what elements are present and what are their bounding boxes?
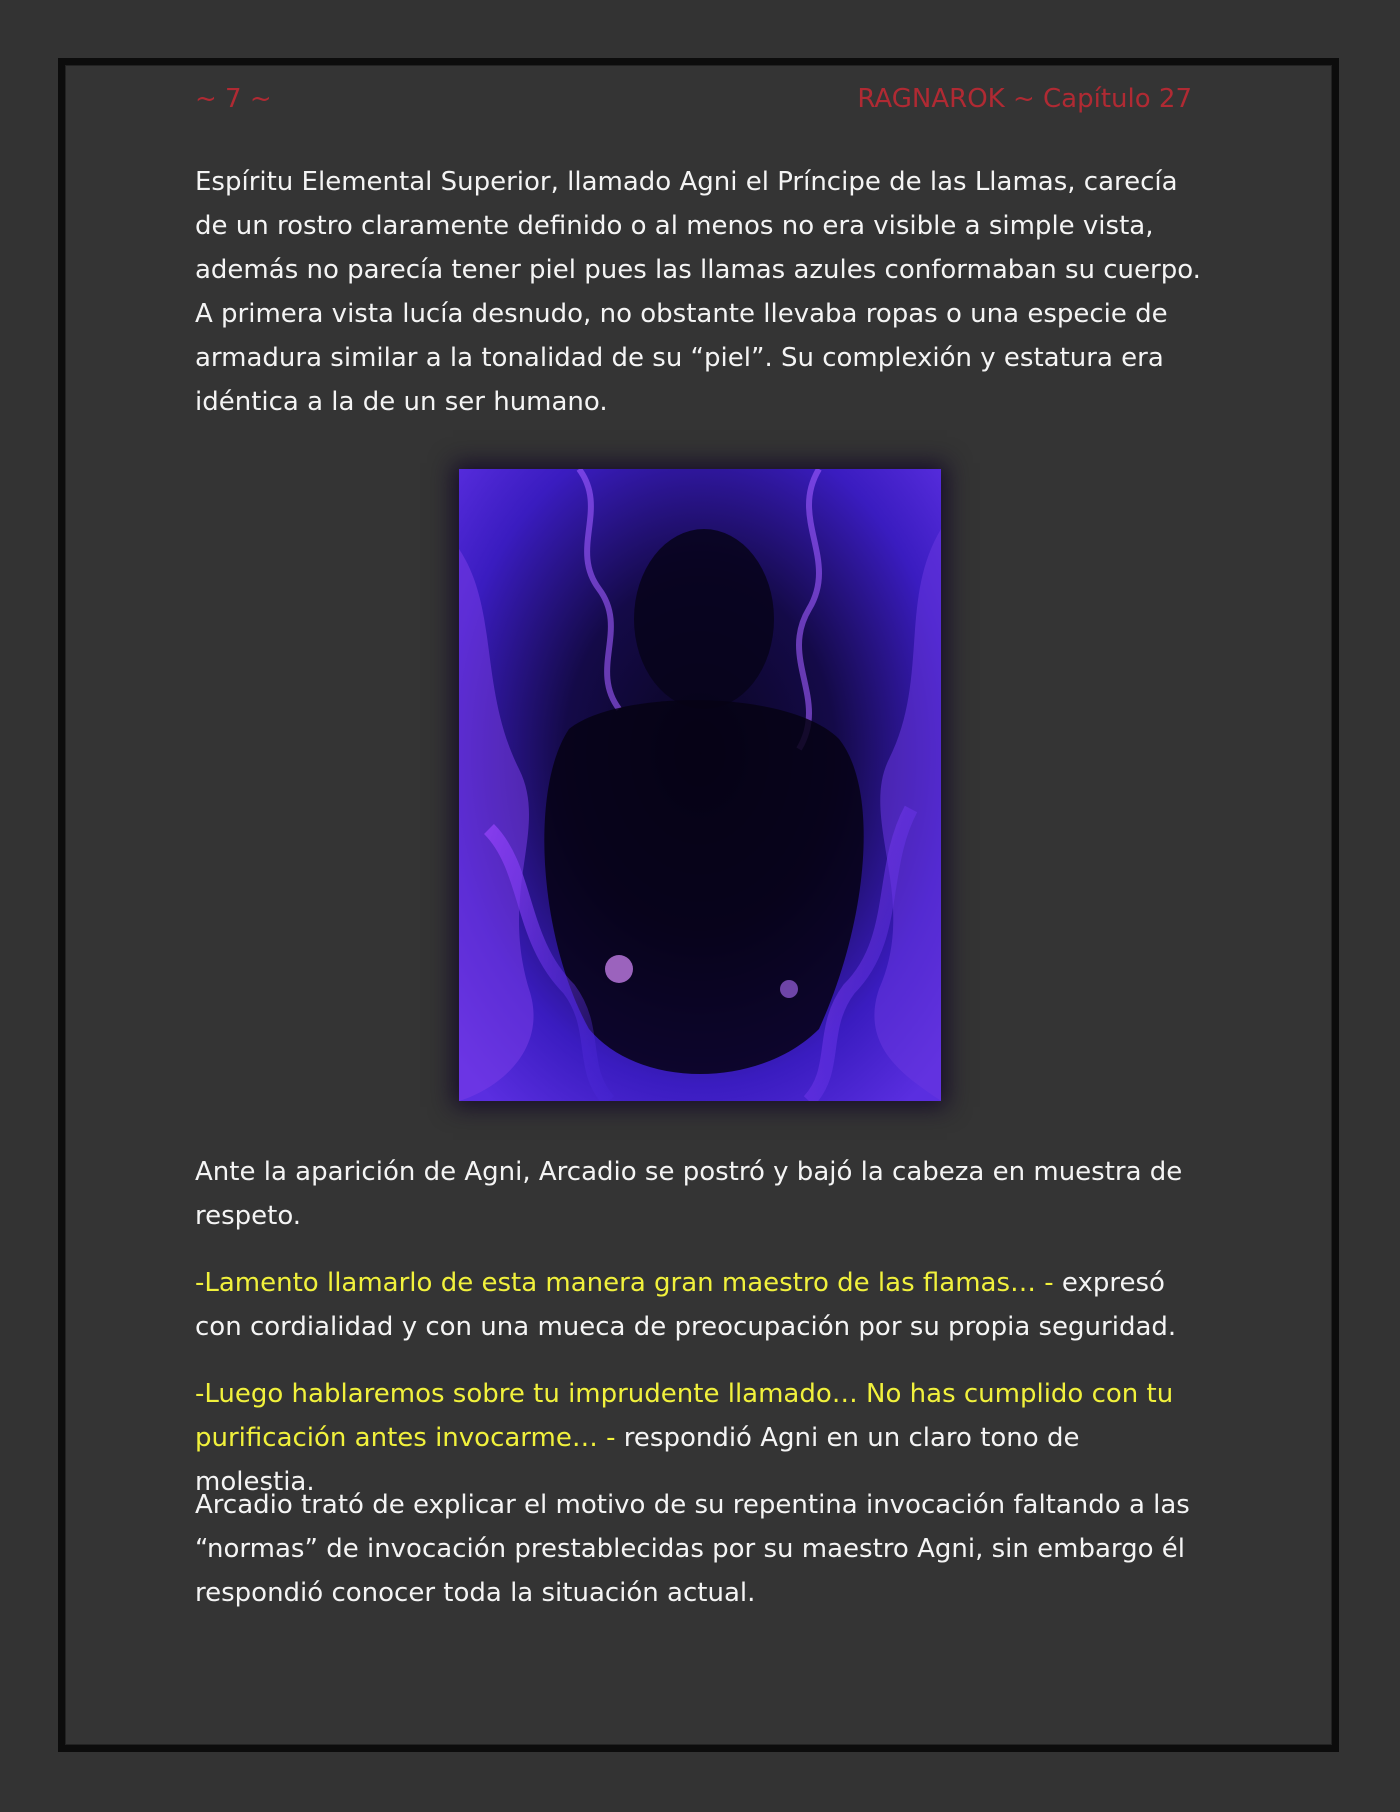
paragraph-dialogue-arcadio	[195, 1261, 1205, 1349]
narration-text: respondió Agni en un claro tono de molestia.	[195, 1423, 1080, 1497]
paragraph-arcadio-bows: Ante la aparición de Agni, Arcadio se postró y bajó la cabeza en muestra de respeto.	[195, 1157, 1183, 1231]
blue-flame-spirit-illustration	[459, 469, 941, 1101]
narration-text: expresó con cordialidad y con una mueca de preocupación por su propia seguridad.	[195, 1268, 1177, 1342]
paragraph-description: Espíritu Elemental Superior, llamado Agni el Príncipe de las Llamas, carecía de un rostro claramente definido o al menos no era visible a simple vista, además no parecía tener piel pues las llamas azules conformaban su cuerpo. A primera vista lucía desnudo, no obstante llevaba ropas o una especie de armadura similar a la tonalidad de su “piel”. Su complexión y estatura era idéntica a la de un ser humano.	[195, 167, 1201, 417]
page-header	[195, 84, 1192, 124]
flame-spirit-image	[459, 469, 941, 1101]
dialogue-text: -Lamento llamarlo de esta manera gran maestro de las flamas… -	[195, 1268, 1054, 1298]
chapter-title: RAGNAROK ~ Capítulo 27	[857, 84, 1192, 114]
dialogue-text: -Luego hablaremos sobre tu imprudente llamado… No has cumplido con tu purificación antes invocarme… -	[195, 1379, 1174, 1453]
page-number: ~ 7 ~	[195, 84, 272, 114]
paragraph-explanation: Arcadio trató de explicar el motivo de su repentina invocación faltando a las “normas” de invocación prestablecidas por su maestro Agni, sin embargo él respondió conocer toda la situación actual.	[195, 1490, 1190, 1608]
